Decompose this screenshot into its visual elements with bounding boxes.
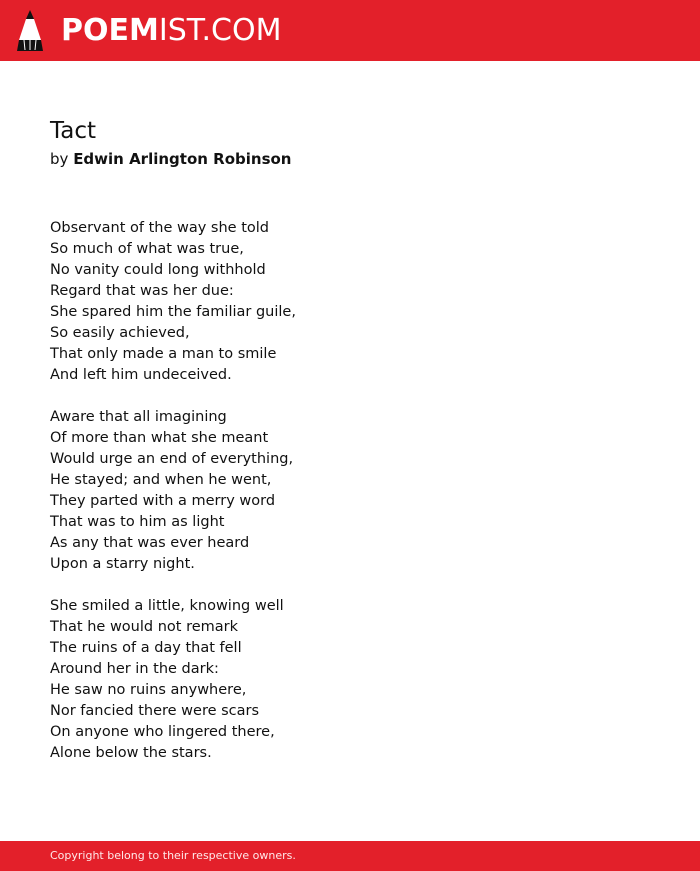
- poem-line: So easily achieved,: [50, 325, 190, 341]
- poem-line: Aware that all imagining: [50, 409, 227, 425]
- poem-line: Observant of the way she told: [50, 220, 269, 236]
- poem-line: Would urge an end of everything,: [50, 451, 294, 467]
- site-header: [0, 0, 700, 61]
- poem-line: He saw no ruins anywhere,: [50, 682, 247, 698]
- poem-line: No vanity could long withhold: [50, 262, 266, 278]
- poem-line: She smiled a little, knowing well: [50, 598, 284, 614]
- poem-line: On anyone who lingered there,: [50, 724, 275, 740]
- byline: [50, 148, 291, 170]
- logo-bold-text: POEM: [61, 13, 159, 48]
- site-logo[interactable]: [61, 13, 281, 49]
- poem-line: Alone below the stars.: [50, 745, 212, 761]
- poem-line: Regard that was her due:: [50, 283, 234, 299]
- logo-light-text: IST.COM: [158, 13, 282, 48]
- poem-line: That only made a man to smile: [50, 346, 277, 362]
- poem-line: So much of what was true,: [50, 241, 244, 257]
- poem-line: The ruins of a day that fell: [50, 640, 242, 656]
- stanza-1: [50, 218, 650, 386]
- copyright-text: Copyright belong to their respective owners.: [50, 849, 296, 862]
- stanza-2: [50, 407, 650, 575]
- poem-line: That he would not remark: [50, 619, 238, 635]
- poem-line: He stayed; and when he went,: [50, 472, 272, 488]
- author-name: Edwin Arlington Robinson: [73, 150, 292, 168]
- poem-line: Of more than what she meant: [50, 430, 269, 446]
- poem-line: Nor fancied there were scars: [50, 703, 260, 719]
- poem-line: She spared him the familiar guile,: [50, 304, 296, 320]
- poem-line: Around her in the dark:: [50, 661, 219, 677]
- site-footer: [0, 841, 700, 871]
- poem-line: That was to him as light: [50, 514, 225, 530]
- stanza-3: [50, 596, 650, 764]
- pencil-icon: [17, 10, 43, 51]
- poem-line: Upon a starry night.: [50, 556, 195, 572]
- poem-body: [50, 218, 650, 785]
- poem-title: Tact: [50, 118, 96, 144]
- poem-line: And left him undeceived.: [50, 367, 232, 383]
- poem-line: They parted with a merry word: [50, 493, 276, 509]
- byline-prefix: by: [50, 150, 69, 168]
- poem-line: As any that was ever heard: [50, 535, 250, 551]
